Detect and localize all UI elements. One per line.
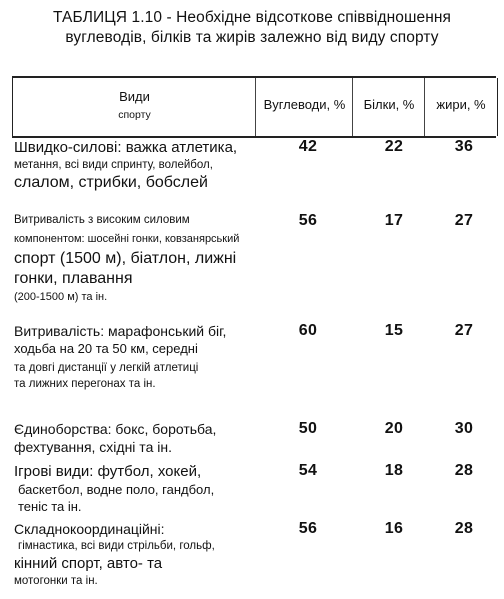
sport-text-line: спорт (1500 м), біатлон, лижні xyxy=(14,250,237,267)
proteins-value: 16 xyxy=(384,520,404,537)
carbs-value: 60 xyxy=(298,322,318,339)
sport-text-line: та лижних перегонах та ін. xyxy=(14,378,156,390)
sport-text-line: гімнастика, всі види стрільби, гольф, xyxy=(18,540,215,552)
carbs-value: 54 xyxy=(298,462,318,479)
fats-value: 30 xyxy=(454,420,474,437)
sport-cell xyxy=(14,420,264,456)
header-sport-label: Види xyxy=(119,89,150,104)
sport-text-line: слалом, стрибки, бобслей xyxy=(14,174,208,191)
fats-value: 28 xyxy=(454,520,474,537)
table-title-line-2: вуглеводів, білків та жирів залежно від виду спорту xyxy=(65,29,439,46)
header-proteins-label: Білки, % xyxy=(363,97,415,112)
sport-text-line: ходьба на 20 та 50 км, середні xyxy=(14,341,198,356)
sport-text-line: мотогонки та ін. xyxy=(14,575,98,587)
proteins-value: 17 xyxy=(384,212,404,229)
sport-text-line: баскетбол, водне поло, гандбол, xyxy=(18,482,215,497)
sport-text-line: Витривалість: марафонський біг, xyxy=(14,323,227,339)
sport-text-line: Єдиноборства: бокс, боротьба, xyxy=(14,421,217,437)
sport-text-line: компонентом: шосейні гонки, ковзанярський xyxy=(14,233,240,245)
sport-text-line: метання, всі види спринту, волейбол, xyxy=(14,159,213,171)
header-sport-sublabel: спорту xyxy=(118,109,151,121)
sport-text-line: Складнокоординаційні: xyxy=(14,521,165,537)
carbs-value: 56 xyxy=(298,212,318,229)
sport-cell xyxy=(14,462,264,515)
fats-value: 27 xyxy=(454,322,474,339)
sport-cell xyxy=(14,212,264,305)
fats-value: 27 xyxy=(454,212,474,229)
sport-cell xyxy=(14,138,264,193)
sport-cell xyxy=(14,520,264,589)
sport-cell xyxy=(14,322,264,392)
sport-text-line: теніс та ін. xyxy=(18,499,82,514)
header-proteins-cell xyxy=(352,78,425,136)
sport-text-line: кінний спорт, авто- та xyxy=(14,555,163,572)
carbs-value: 56 xyxy=(298,520,318,537)
table-title-line-1: ТАБЛИЦЯ 1.10 - Необхідне відсоткове співвідношення xyxy=(52,9,452,26)
sport-text-line: Ігрові види: футбол, хокей, xyxy=(14,463,202,480)
header-carbs-label: Вуглеводи, % xyxy=(263,97,346,112)
fats-value: 28 xyxy=(454,462,474,479)
header-fats-cell xyxy=(424,78,498,136)
proteins-value: 22 xyxy=(384,138,404,155)
proteins-value: 20 xyxy=(384,420,404,437)
sport-text-line: Витривалість з високим силовим xyxy=(14,214,190,226)
table-title xyxy=(0,8,504,48)
sport-text-line: та довгі дистанції у легкій атлетиці xyxy=(14,362,199,374)
sport-text-line: (200-1500 м) та ін. xyxy=(14,291,108,303)
header-carbs-cell xyxy=(255,78,353,136)
header-sport-cell xyxy=(12,78,256,136)
sport-text-line: Швидко-силові: важка атлетика, xyxy=(14,139,238,156)
sport-text-line: гонки, плавання xyxy=(14,270,133,287)
carbs-value: 50 xyxy=(298,420,318,437)
proteins-value: 18 xyxy=(384,462,404,479)
proteins-value: 15 xyxy=(384,322,404,339)
fats-value: 36 xyxy=(454,138,474,155)
carbs-value: 42 xyxy=(298,138,318,155)
sport-text-line: фехтування, східні та ін. xyxy=(14,439,172,455)
header-fats-label: жири, % xyxy=(436,97,486,112)
table-header xyxy=(12,76,496,138)
